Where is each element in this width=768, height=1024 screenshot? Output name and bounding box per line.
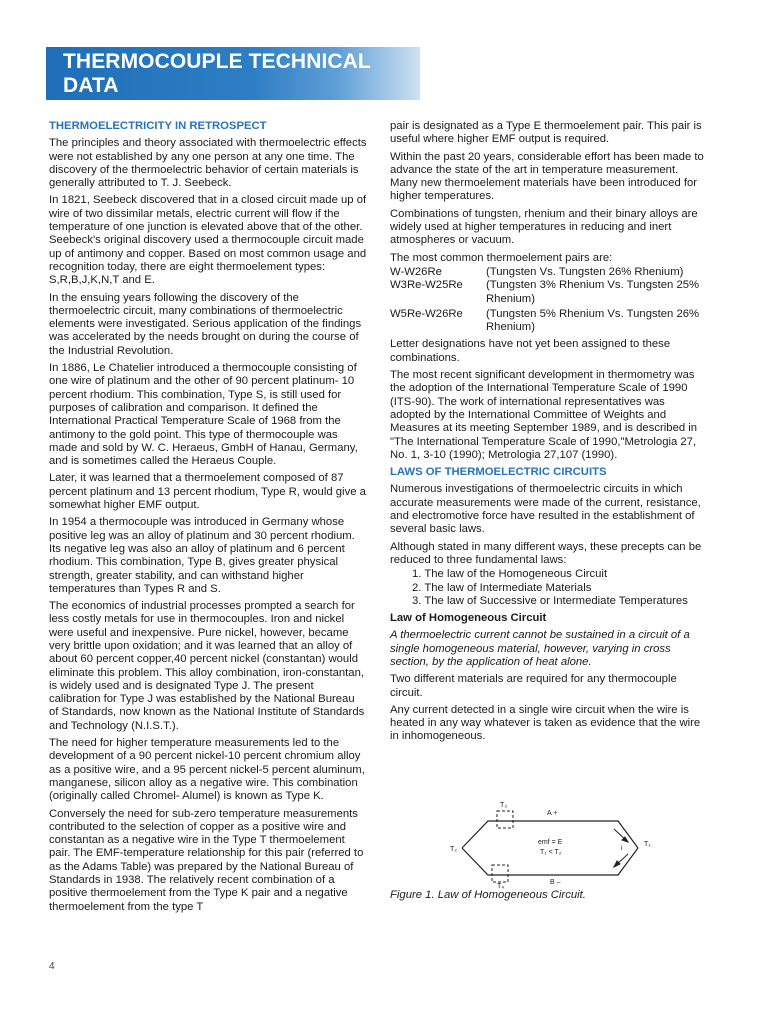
pair-code: W5Re-W26Re <box>390 307 463 320</box>
paragraph: Numerous investigations of thermoelectric circuits in which accurate measurements were made of the current, resistance, and electromotive force have resulted in the establishment of several basic laws. <box>390 483 701 536</box>
law-item: 3. The law of Successive or Intermediate Temperatures <box>412 594 688 607</box>
label-current: i <box>621 845 623 852</box>
pair-row <box>390 266 706 279</box>
law-item: 1. The law of the Homogeneous Circuit <box>412 568 608 581</box>
pair-row <box>390 308 706 335</box>
junction-box-t4 <box>492 865 508 882</box>
label-a: A + <box>547 810 558 817</box>
pair-code: W-W26Re <box>390 265 442 278</box>
paragraph: pair is designated as a Type E thermoelement pair. This pair is useful where higher EMF output is required. <box>390 120 702 146</box>
page-title: THERMOCOUPLE TECHNICAL DATA <box>63 49 371 97</box>
title-banner <box>46 47 420 100</box>
paragraph: Combinations of tungsten, rhenium and their binary alloys are widely used at higher temperatures in reducing and inert atmospheres or vacuum. <box>390 207 698 247</box>
label-emf: emf = E <box>538 839 563 846</box>
label-t1: T₁ <box>644 841 651 848</box>
paragraph: In 1954 a thermocouple was introduced in Germany whose positive leg was an alloy of platinum and 30 percent rhodium. Its negative leg was also an alloy of platinum and 6 percent rhodium. This combination, Type B, gives greater physical strength, greater stability, and can withstand higher temperatures than Types R and S. <box>49 516 355 595</box>
pair-description: (Tungsten Vs. Tungsten 26% Rhenium) <box>486 265 684 278</box>
paragraph: Conversely the need for sub-zero temperature measurements contributed to the selection of copper as a positive wire and constantan as a negative wire in the Type T thermoelement pair. The EMF-temperature relationship for this pair (referred to as the Adams Table) was prepared by the National Bureau of Standards in 1938. The relatively recent combination of a positive thermoelement from the Type K pair and a negative thermoelement from the type T <box>49 807 364 913</box>
laws-list <box>412 568 706 608</box>
section-heading-laws: LAWS OF THERMOELECTRIC CIRCUITS <box>390 466 607 479</box>
paragraph: Any current detected in a single wire circuit when the wire is heated in any way whatever is taken as evidence that the wire in inhomogeneous. <box>390 703 701 743</box>
paragraph: In the ensuing years following the discovery of the thermoelectric circuit, many combinations of thermoelectric elements were investigated. Serious application of the findings was accelerated by the needs brought on during the course of the Industrial Revolution. <box>49 291 362 357</box>
junction-box-t3 <box>497 811 513 828</box>
paragraph: Later, it was learned that a thermoelement composed of 87 percent platinum and 13 percent rhodium, Type R, would give a somewhat higher EMF output. <box>49 472 366 512</box>
paragraph: The most recent significant development in thermometry was the adoption of the International Temperature Scale of 1990 (ITS-90). The work of international representatives was adopted by the International Committee of Weights and Measures at its meeting September 1989, and is described in "The International Temperature Scale of 1990,"Metrologia 27, No. 1, 3-10 (1990); Metrologia 27,107 (1990). <box>390 369 698 461</box>
pair-row <box>390 279 706 306</box>
page-number: 4 <box>49 961 55 972</box>
paragraph: The most common thermoelement pairs are: <box>390 251 613 264</box>
left-column <box>49 120 367 918</box>
paragraph: Two different materials are required for any thermocouple circuit. <box>390 673 677 699</box>
paragraph: The principles and theory associated with thermoelectric effects were not established by any one person at any one time. The discovery of the thermoelectric behavior of certain materials is generally attributed to T. J. Seebeck. <box>49 137 367 190</box>
pair-code: W3Re-W25Re <box>390 279 463 292</box>
paragraph: Letter designations have not yet been assigned to these combinations. <box>390 338 671 364</box>
label-t3: T₃ <box>500 802 508 809</box>
pair-description: (Tungsten 3% Rhenium Vs. Tungsten 25% Rhenium) <box>486 279 700 305</box>
label-t2: T₂ <box>450 846 457 853</box>
subheading-homogeneous-circuit: Law of Homogeneous Circuit <box>390 612 547 625</box>
label-t4: T₄ <box>497 883 505 890</box>
homogeneous-circuit-diagram <box>440 796 660 890</box>
paragraph: The economics of industrial processes prompted a search for less costly metals for use in thermocouples. Iron and nickel were useful and inexpensive. Pure nickel, however, became very brittle upon oxidation; and it was learned that an alloy of about 60 percent copper,40 percent nickel (constantan) would eliminate this problem. This alloy combination, iron-constantan, is widely used and is designated Type J. The present calibration for Type J was established by the National Bureau of Standards, now known as the National Institute of Standards and Technology (N.I.S.T.). <box>49 600 365 732</box>
pair-description: (Tungsten 5% Rhenium Vs. Tungsten 26% Rhenium) <box>486 307 700 334</box>
paragraph: In 1821, Seebeck discovered that in a closed circuit made up of wire of two dissimilar metals, electric current will flow if the temperature of one junction is elevated above that of the other. Seebeck's original discovery used a thermocouple circuit made up of antimony and copper. Based on most common usage and recognition today, there are eight thermoelement types: S,R,B,J,K,N,T and E. <box>49 194 367 287</box>
right-column <box>390 120 706 748</box>
paragraph: In 1886, Le Chatelier introduced a thermocouple consisting of one wire of platinum and the other of 90 percent platinum- 10 percent rhodium. This combination, Type S, is still used for purposes of calibration and comparison. It defined the International Practical Temperature Scale of 1968 from the antimony to the gold point. This type of thermocouple was made and sold by W. C. Heraeus, GmbH of Hanau, Germany, and is sometimes called the Heraeus Couple. <box>49 362 358 468</box>
figure-caption: Figure 1. Law of Homogeneous Circuit. <box>390 889 586 901</box>
label-b: B – <box>550 879 561 886</box>
thermoelement-pairs-list <box>390 266 706 334</box>
law-item: 2. The law of Intermediate Materials <box>412 581 592 594</box>
paragraph: Within the past 20 years, considerable effort has been made to advance the state of the art in temperature measurement. Many new thermoelement materials have been introduced for higher temperatures. <box>390 150 704 203</box>
law-statement: A thermoelectric current cannot be sustained in a circuit of a single homogeneous material, however, varying in cross section, by the application of heat alone. <box>390 629 690 668</box>
paragraph: The need for higher temperature measurements led to the development of a 90 percent nickel-10 percent chromium alloy as a positive wire, and a 95 percent nickel-5 percent aluminum, manganese, silicon alloy as a negative wire. This combination (originally called Chromel- Alumel) is known as Type K. <box>49 737 365 803</box>
section-heading-retrospect: THERMOELECTRICITY IN RETROSPECT <box>49 120 267 132</box>
label-relation: T₁ < T₂ <box>540 849 562 856</box>
paragraph: Although stated in many different ways, these precepts can be reduced to three fundamental laws: <box>390 540 702 566</box>
